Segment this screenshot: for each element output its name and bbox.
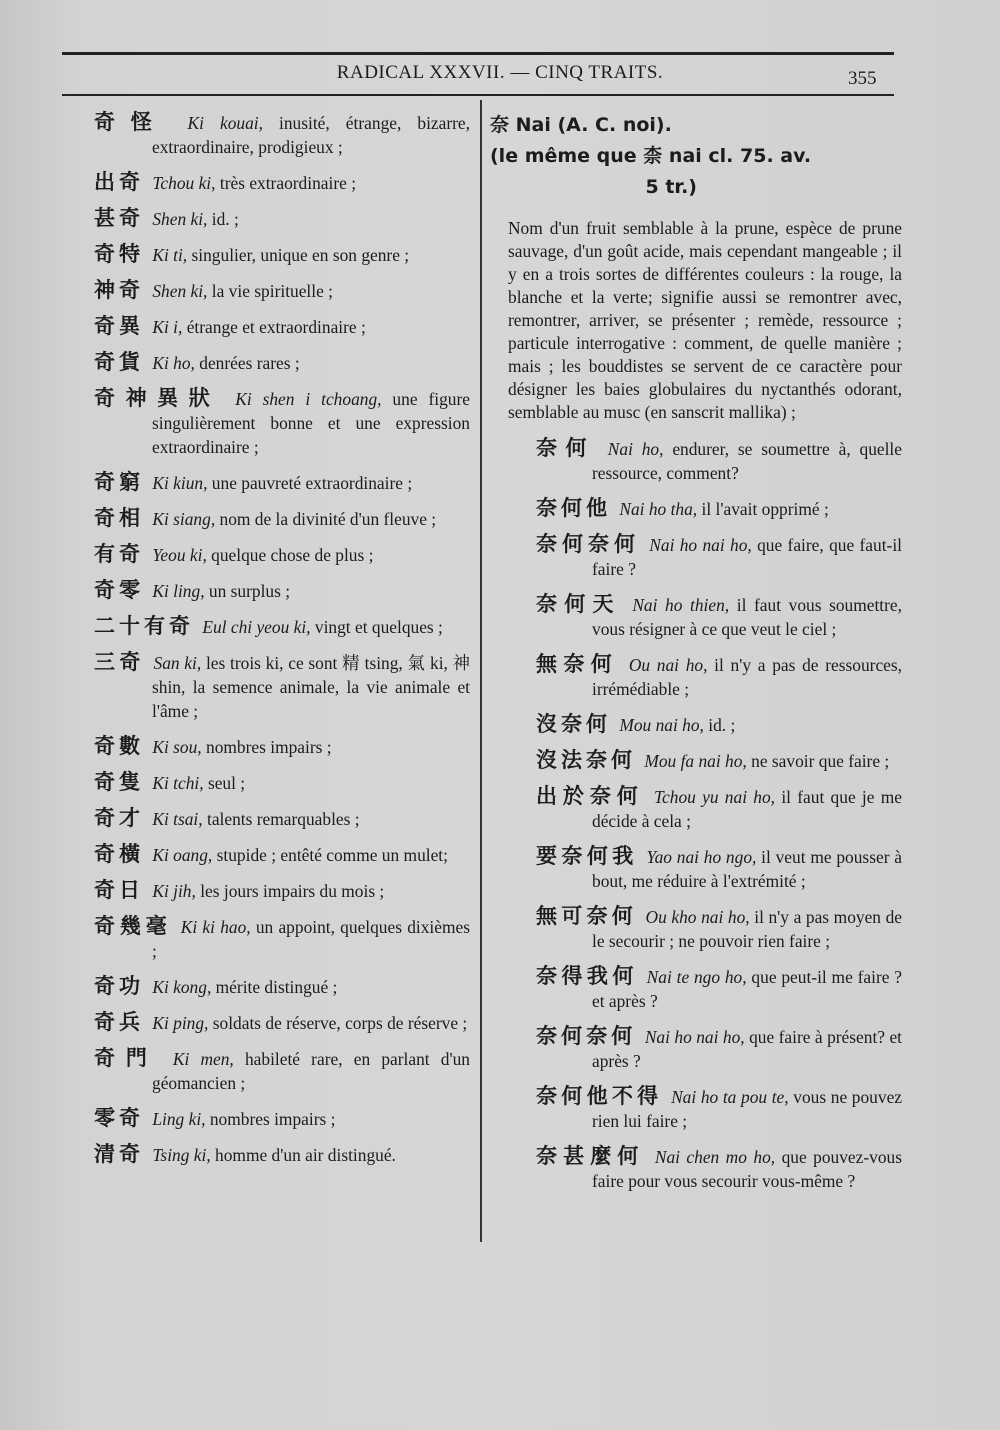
entry-romanization: Tchou yu nai ho, xyxy=(653,787,776,807)
dictionary-entry xyxy=(94,506,470,531)
page-number: 355 xyxy=(848,68,877,89)
entry-definition: mérite distingué ; xyxy=(215,977,338,997)
entry-chars: 神奇 xyxy=(94,278,144,302)
entry-romanization: Mou nai ho, xyxy=(619,715,704,735)
entry-romanization: San ki, xyxy=(153,653,202,673)
entry-definition: les jours impairs du mois ; xyxy=(200,881,385,901)
entry-definition: talents remarquables ; xyxy=(206,809,360,829)
headword-line-2: (le même que 柰 nai cl. 75. av. xyxy=(490,145,812,167)
column-divider xyxy=(480,100,482,1242)
entry-definition: que faire à présent? et après ? xyxy=(592,1027,903,1071)
entry-romanization: Ki sou, xyxy=(152,737,202,757)
entry-chars: 奇日 xyxy=(94,878,144,902)
entry-romanization: Ki shen i tchoang, xyxy=(235,389,382,409)
entry-definition: il faut vous soumettre, vous résigner à ce que veut le ciel ; xyxy=(592,595,902,639)
entry-chars: 要奈何我 xyxy=(536,844,638,868)
entry-romanization: Ki ki hao, xyxy=(180,917,251,937)
entry-definition: vous ne pouvez rien lui faire ; xyxy=(592,1087,903,1131)
entry-chars: 奇功 xyxy=(94,974,144,998)
dictionary-entry xyxy=(94,170,470,195)
entry-chars: 奈何奈何 xyxy=(536,532,640,556)
entry-definition: la vie spirituelle ; xyxy=(211,281,333,301)
entry-chars: 奇怪 xyxy=(94,110,168,134)
entry-chars: 奇兵 xyxy=(94,1010,144,1034)
entry-definition: que peut-il me faire ? et après ? xyxy=(592,967,902,1011)
entry-chars: 奇異 xyxy=(94,314,144,338)
entry-romanization: Ki kong, xyxy=(152,977,212,997)
entry-romanization: Shen ki, xyxy=(152,209,208,229)
entry-definition: seul ; xyxy=(207,773,246,793)
dictionary-entry xyxy=(536,1144,902,1193)
entry-chars: 有奇 xyxy=(94,542,144,566)
headword-line-1: 奈 Nai (A. C. noi). xyxy=(490,114,672,136)
entry-romanization: Ki kouai, xyxy=(187,113,263,133)
dictionary-entry xyxy=(94,1142,470,1167)
entry-romanization: Ki oang, xyxy=(152,845,213,865)
dictionary-entry xyxy=(94,314,470,339)
dictionary-entry xyxy=(536,844,902,893)
entry-chars: 奇才 xyxy=(94,806,144,830)
dictionary-entry xyxy=(94,878,470,903)
entry-definition: inusité, étrange, bizarre, extraordinaire, prodigieux ; xyxy=(152,113,470,157)
entry-chars: 零奇 xyxy=(94,1106,144,1130)
entry-definition: que faire, que faut-il faire ? xyxy=(592,535,903,579)
dictionary-entry xyxy=(94,806,470,831)
entry-chars: 無可奈何 xyxy=(536,904,637,928)
left-column xyxy=(94,110,470,1178)
header-bottom-rule xyxy=(62,94,894,96)
entry-romanization: Ki tsai, xyxy=(152,809,203,829)
dictionary-entry xyxy=(536,532,902,581)
entry-chars: 奇窮 xyxy=(94,470,144,494)
header-top-rule xyxy=(62,52,894,55)
dictionary-entry xyxy=(536,652,902,701)
dictionary-entry xyxy=(94,542,470,567)
entry-romanization: Ki ho, xyxy=(152,353,195,373)
right-column xyxy=(490,110,902,1204)
entry-definition: très extraordinaire ; xyxy=(219,173,357,193)
entry-definition: un surplus ; xyxy=(208,581,291,601)
entry-definition: soldats de réserve, corps de réserve ; xyxy=(212,1013,468,1033)
entry-chars: 二十有奇 xyxy=(94,614,194,638)
entry-romanization: Ki siang, xyxy=(152,509,216,529)
entry-romanization: Nai te ngo ho, xyxy=(646,967,747,987)
dictionary-entry xyxy=(94,1046,470,1095)
dictionary-entry xyxy=(94,734,470,759)
entry-romanization: Tchou ki, xyxy=(152,173,216,193)
entry-romanization: Ki men, xyxy=(172,1049,234,1069)
entry-chars: 三奇 xyxy=(94,650,145,674)
entry-chars: 奇隻 xyxy=(94,770,144,794)
entry-chars: 奇特 xyxy=(94,242,144,266)
dictionary-entry xyxy=(536,748,902,773)
entry-chars: 清奇 xyxy=(94,1142,144,1166)
entry-chars: 奇幾毫 xyxy=(94,914,172,938)
dictionary-entry xyxy=(536,1084,902,1133)
entry-definition: étrange et extraordinaire ; xyxy=(186,317,366,337)
dictionary-entry xyxy=(536,964,902,1013)
headword-definition: Nom d'un fruit semblable à la prune, espèce de prune sauvage, d'un goût acide, mais cependant mangeable ; il y en a trois sortes de différentes couleurs : la rouge, la blanche et la verte; signifie aussi se remontrer avec, remontrer, arriver, se présenter ; remède, ressource ; particule interrogative : comment, de quelle manière ; mais ; les bouddistes se servent de ce caractère pour désigner les baies globulaires du nyctanthés odorant, semblable au musc (en sanscrit mallika) ; xyxy=(508,218,902,422)
entry-romanization: Ki i, xyxy=(152,317,183,337)
running-head: RADICAL XXXVII. — CINQ TRAITS. xyxy=(336,62,664,83)
entry-definition: une pauvreté extraordinaire ; xyxy=(211,473,413,493)
entry-romanization: Nai ho ta pou te, xyxy=(671,1087,789,1107)
entry-definition: il n'y a pas de ressources, irrémédiable ; xyxy=(592,655,902,699)
entry-romanization: Nai ho nai ho, xyxy=(644,1027,745,1047)
entry-definition: un appoint, quelques dixièmes ; xyxy=(152,917,470,961)
entry-chars: 奈何他 xyxy=(536,496,611,520)
dictionary-entry xyxy=(94,242,470,267)
entry-chars: 甚奇 xyxy=(94,206,144,230)
entry-romanization: Mou fa nai ho, xyxy=(644,751,747,771)
entry-definition: stupide ; entêté comme un mulet; xyxy=(216,845,448,865)
entry-definition: les trois ki, ce sont 精 tsing, 氣 ki, 神 shin, la semence animale, la vie animale et l'âme ; xyxy=(152,653,470,721)
entry-definition: vingt et quelques ; xyxy=(314,617,443,637)
entry-romanization: Nai ho nai ho, xyxy=(649,535,752,555)
entry-definition: ne savoir que faire ; xyxy=(751,751,890,771)
dictionary-entry xyxy=(536,1024,902,1073)
entry-chars: 奇神異狀 xyxy=(94,386,221,410)
dictionary-entry xyxy=(94,914,470,963)
entry-definition: il l'avait opprimé ; xyxy=(701,499,829,519)
dictionary-entry xyxy=(94,770,470,795)
entry-chars: 出於奈何 xyxy=(536,784,644,808)
entry-definition: id. ; xyxy=(708,715,736,735)
dictionary-entry xyxy=(536,496,902,521)
entry-definition: nom de la divinité d'un fleuve ; xyxy=(219,509,437,529)
entry-romanization: Nai chen mo ho, xyxy=(654,1147,776,1167)
dictionary-entry xyxy=(94,110,470,159)
dictionary-entry xyxy=(536,712,902,737)
entry-definition: habileté rare, en parlant d'un géomancien ; xyxy=(152,1049,470,1093)
entry-chars: 奈何 xyxy=(536,436,595,460)
entry-romanization: Shen ki, xyxy=(152,281,208,301)
entry-chars: 奇貨 xyxy=(94,350,144,374)
dictionary-entry xyxy=(94,974,470,999)
entry-romanization: Nai ho thien, xyxy=(632,595,730,615)
entry-romanization: Eul chi yeou ki, xyxy=(202,617,311,637)
entry-romanization: Ou kho nai ho, xyxy=(645,907,750,927)
dictionary-entry xyxy=(536,592,902,641)
entry-romanization: Ou nai ho, xyxy=(628,655,708,675)
entry-romanization: Ki jih, xyxy=(152,881,196,901)
entry-chars: 奈何奈何 xyxy=(536,1024,637,1048)
entry-romanization: Ki tchi, xyxy=(152,773,204,793)
dictionary-entry xyxy=(94,650,470,723)
entry-romanization: Yao nai ho ngo, xyxy=(646,847,757,867)
entry-definition: il faut que je me décide à cela ; xyxy=(592,787,902,831)
entry-definition: une figure singulièrement bonne et une expression extraordinaire ; xyxy=(152,389,470,457)
dictionary-entry xyxy=(94,1010,470,1035)
entry-chars: 奇門 xyxy=(94,1046,158,1070)
entry-romanization: Ki ti, xyxy=(152,245,188,265)
entry-chars: 奇數 xyxy=(94,734,144,758)
dictionary-entry xyxy=(94,386,470,459)
headword-line-3: 5 tr.) xyxy=(645,176,697,198)
entry-romanization: Yeou ki, xyxy=(152,545,207,565)
entry-definition: il veut me pousser à bout, me réduire à l'extrémité ; xyxy=(592,847,902,891)
entry-romanization: Ling ki, xyxy=(152,1109,206,1129)
dictionary-entry xyxy=(94,1106,470,1131)
entry-chars: 奈得我何 xyxy=(536,964,638,988)
entry-romanization: Ki kiun, xyxy=(152,473,208,493)
entry-romanization: Tsing ki, xyxy=(152,1145,211,1165)
entry-definition: nombres impairs ; xyxy=(206,737,332,757)
entry-chars: 奈何天 xyxy=(536,592,621,616)
entry-definition: endurer, se soumettre à, quelle ressource, comment? xyxy=(592,439,902,483)
entry-definition: homme d'un air distingué. xyxy=(215,1145,396,1165)
entry-chars: 奇零 xyxy=(94,578,144,602)
entry-chars: 奈何他不得 xyxy=(536,1084,663,1108)
dictionary-entry xyxy=(94,350,470,375)
dictionary-entry xyxy=(94,470,470,495)
dictionary-entry xyxy=(536,784,902,833)
entry-romanization: Nai ho tha, xyxy=(619,499,698,519)
dictionary-entry xyxy=(94,614,470,639)
entry-chars: 無奈何 xyxy=(536,652,619,676)
entry-definition: id. ; xyxy=(211,209,239,229)
entry-chars: 奇橫 xyxy=(94,842,144,866)
dictionary-entry xyxy=(536,904,902,953)
entry-definition: il n'y a pas moyen de le secourir ; ne pouvoir rien faire ; xyxy=(592,907,902,951)
dictionary-entry xyxy=(94,206,470,231)
dictionary-entry xyxy=(94,842,470,867)
entry-romanization: Nai ho, xyxy=(607,439,664,459)
entry-definition: nombres impairs ; xyxy=(209,1109,336,1129)
entry-chars: 沒奈何 xyxy=(536,712,611,736)
entry-chars: 奇相 xyxy=(94,506,144,530)
dictionary-entry xyxy=(94,278,470,303)
entry-romanization: Ki ping, xyxy=(152,1013,209,1033)
entry-chars: 沒法奈何 xyxy=(536,748,636,772)
entry-chars: 奈甚麼何 xyxy=(536,1144,645,1168)
entry-definition: denrées rares ; xyxy=(199,353,300,373)
dictionary-entry xyxy=(536,436,902,485)
dictionary-entry xyxy=(94,578,470,603)
entry-definition: que pouvez-vous faire pour vous secourir vous-même ? xyxy=(592,1147,902,1191)
entry-romanization: Ki ling, xyxy=(152,581,205,601)
entry-chars: 出奇 xyxy=(94,170,144,194)
entry-definition: quelque chose de plus ; xyxy=(211,545,374,565)
entry-definition: singulier, unique en son genre ; xyxy=(191,245,410,265)
